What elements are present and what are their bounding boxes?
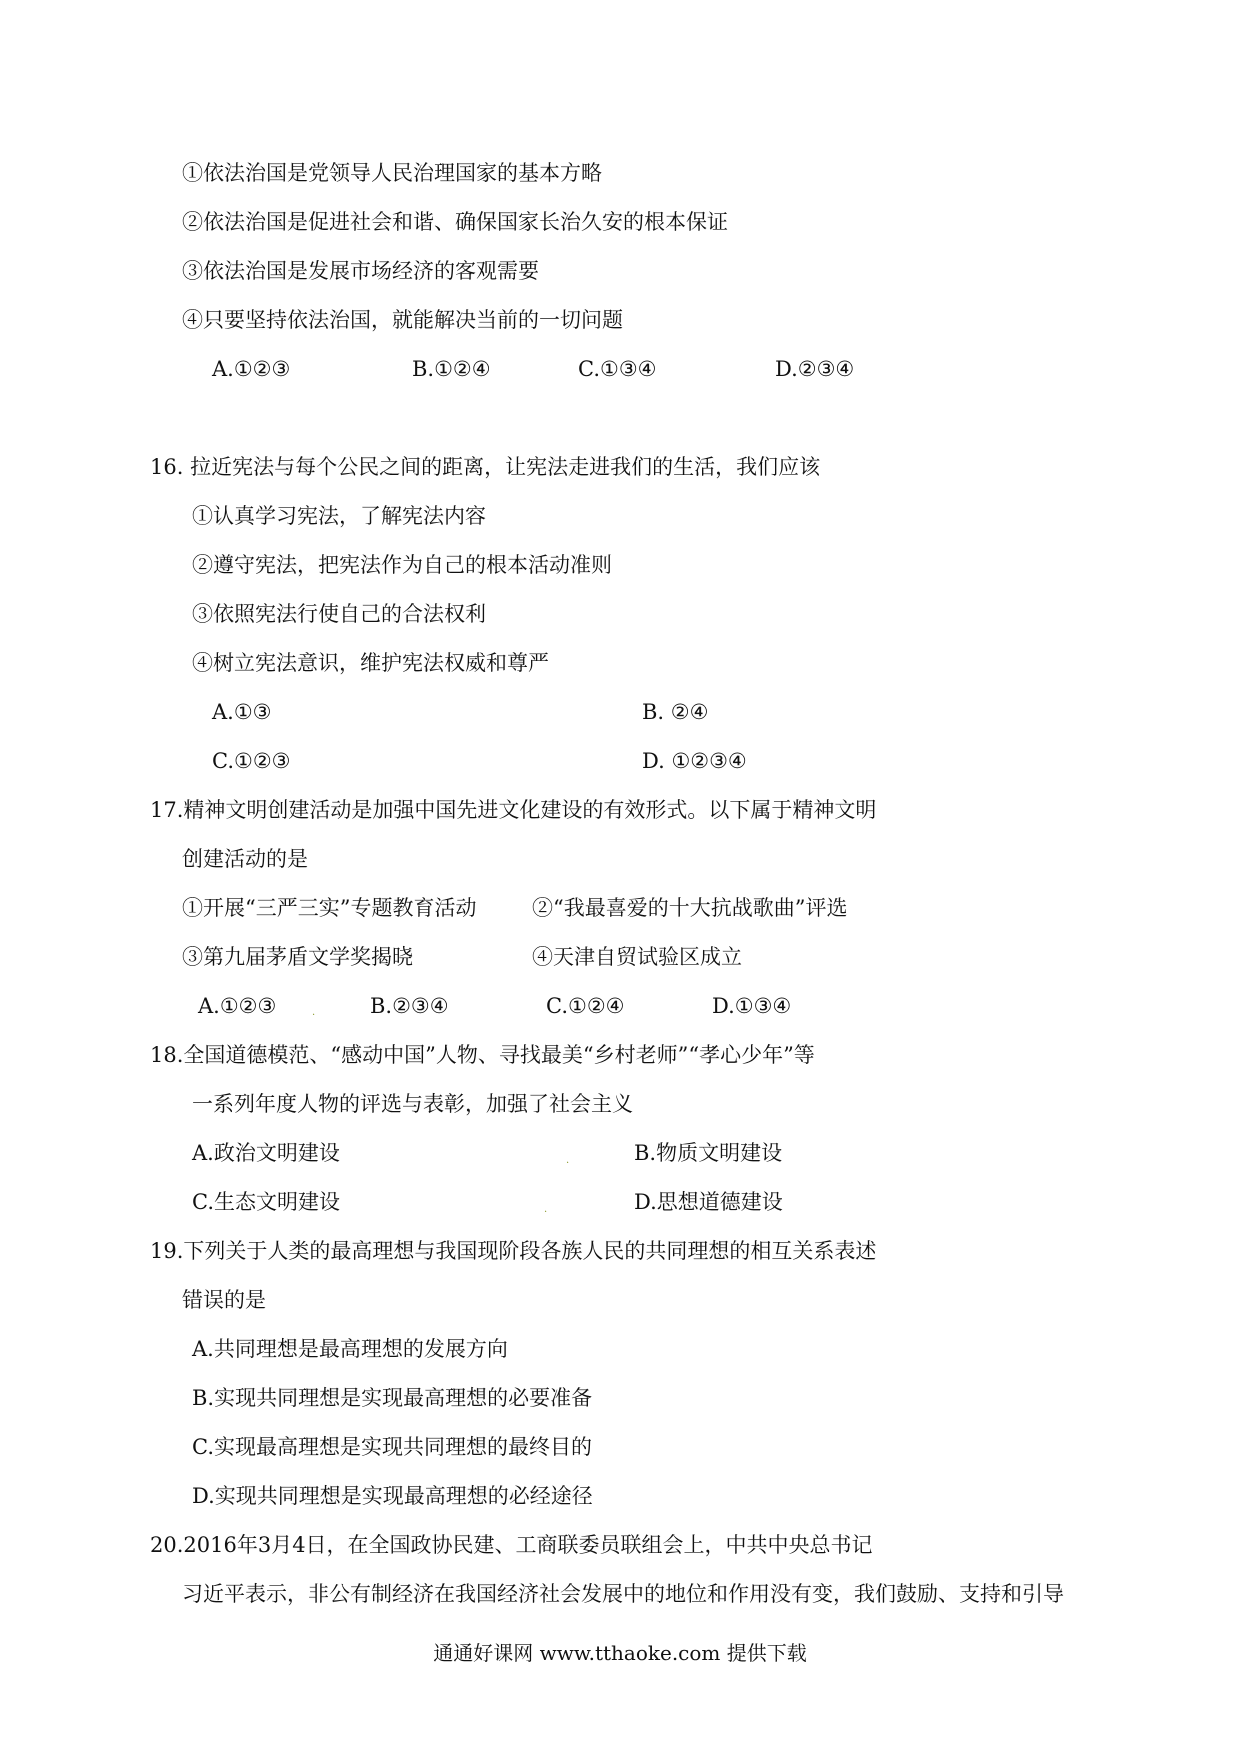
q16-item-2: ②遵守宪法，把宪法作为自己的根本活动准则 [192, 553, 612, 577]
q16-option-d: D. ①②③④ [642, 749, 747, 773]
q17-item-3: ③第九届茅盾文学奖揭晓 [182, 945, 413, 969]
q19-stem-line-1: 19.下列关于人类的最高理想与我国现阶段各族人民的共同理想的相互关系表述 [150, 1239, 877, 1263]
q20-stem-line-1: 20.2016年3月4日，在全国政协民建、工商联委员联组会上，中共中央总书记 [150, 1533, 873, 1557]
q15-item-3: ③依法治国是发展市场经济的客观需要 [182, 259, 539, 283]
q17-stem-line-1: 17.精神文明创建活动是加强中国先进文化建设的有效形式。以下属于精神文明 [150, 798, 877, 822]
q19-option-d: D.实现共同理想是实现最高理想的必经途径 [192, 1484, 593, 1508]
q19-option-a: A.共同理想是最高理想的发展方向 [192, 1337, 508, 1361]
q15-option-d: D.②③④ [775, 357, 855, 381]
q15-option-a: A.①②③ [212, 357, 291, 381]
q18-option-b: B.物质文明建设 [634, 1141, 783, 1165]
q17-item-4: ④天津自贸试验区成立 [532, 945, 742, 969]
q15-option-c: C.①③④ [578, 357, 657, 381]
q16-item-3: ③依照宪法行使自己的合法权利 [192, 602, 486, 626]
q15-item-1: ①依法治国是党领导人民治理国家的基本方略 [182, 161, 602, 185]
q16-stem: 16. 拉近宪法与每个公民之间的距离，让宪法走进我们的生活，我们应该 [150, 455, 821, 479]
q20-stem-line-2: 习近平表示，非公有制经济在我国经济社会发展中的地位和作用没有变，我们鼓励、支持和引导 [182, 1582, 1064, 1606]
q17-item-2: ②“我最喜爱的十大抗战歌曲”评选 [532, 896, 848, 920]
speck-mark: . [566, 1155, 570, 1166]
q16-option-a: A.①③ [212, 700, 272, 724]
q18-stem-line-1: 18.全国道德模范、“感动中国”人物、寻找最美“乡村老师”“孝心少年”等 [150, 1043, 815, 1067]
q17-item-1: ①开展“三严三实”专题教育活动 [182, 896, 477, 920]
q15-item-2: ②依法治国是促进社会和谐、确保国家长治久安的根本保证 [182, 210, 728, 234]
q15-item-4: ④只要坚持依法治国，就能解决当前的一切问题 [182, 308, 623, 332]
q19-option-b: B.实现共同理想是实现最高理想的必要准备 [192, 1386, 593, 1410]
q15-option-b: B.①②④ [412, 357, 491, 381]
q18-option-a: A.政治文明建设 [192, 1141, 340, 1165]
q19-stem-line-2: 错误的是 [182, 1288, 266, 1312]
q16-option-b: B. ②④ [642, 700, 709, 724]
q16-item-1: ①认真学习宪法，了解宪法内容 [192, 504, 486, 528]
q17-option-c: C.①②④ [546, 994, 625, 1018]
q18-option-d: D.思想道德建设 [634, 1190, 783, 1214]
q19-option-c: C.实现最高理想是实现共同理想的最终目的 [192, 1435, 592, 1459]
speck-mark: . [544, 1204, 548, 1215]
q16-item-4: ④树立宪法意识，维护宪法权威和尊严 [192, 651, 549, 675]
q17-option-a: A.①②③ [198, 994, 277, 1018]
q18-option-c: C.生态文明建设 [192, 1190, 340, 1214]
q16-option-c: C.①②③ [212, 749, 291, 773]
q17-option-d: D.①③④ [712, 994, 792, 1018]
q18-stem-line-2: 一系列年度人物的评选与表彰，加强了社会主义 [192, 1092, 633, 1116]
speck-mark: . [312, 1007, 316, 1018]
q17-option-b: B.②③④ [370, 994, 449, 1018]
page-footer-source: 通通好课网 www.tthaoke.com 提供下载 [433, 1641, 807, 1665]
q17-stem-line-2: 创建活动的是 [182, 847, 308, 871]
